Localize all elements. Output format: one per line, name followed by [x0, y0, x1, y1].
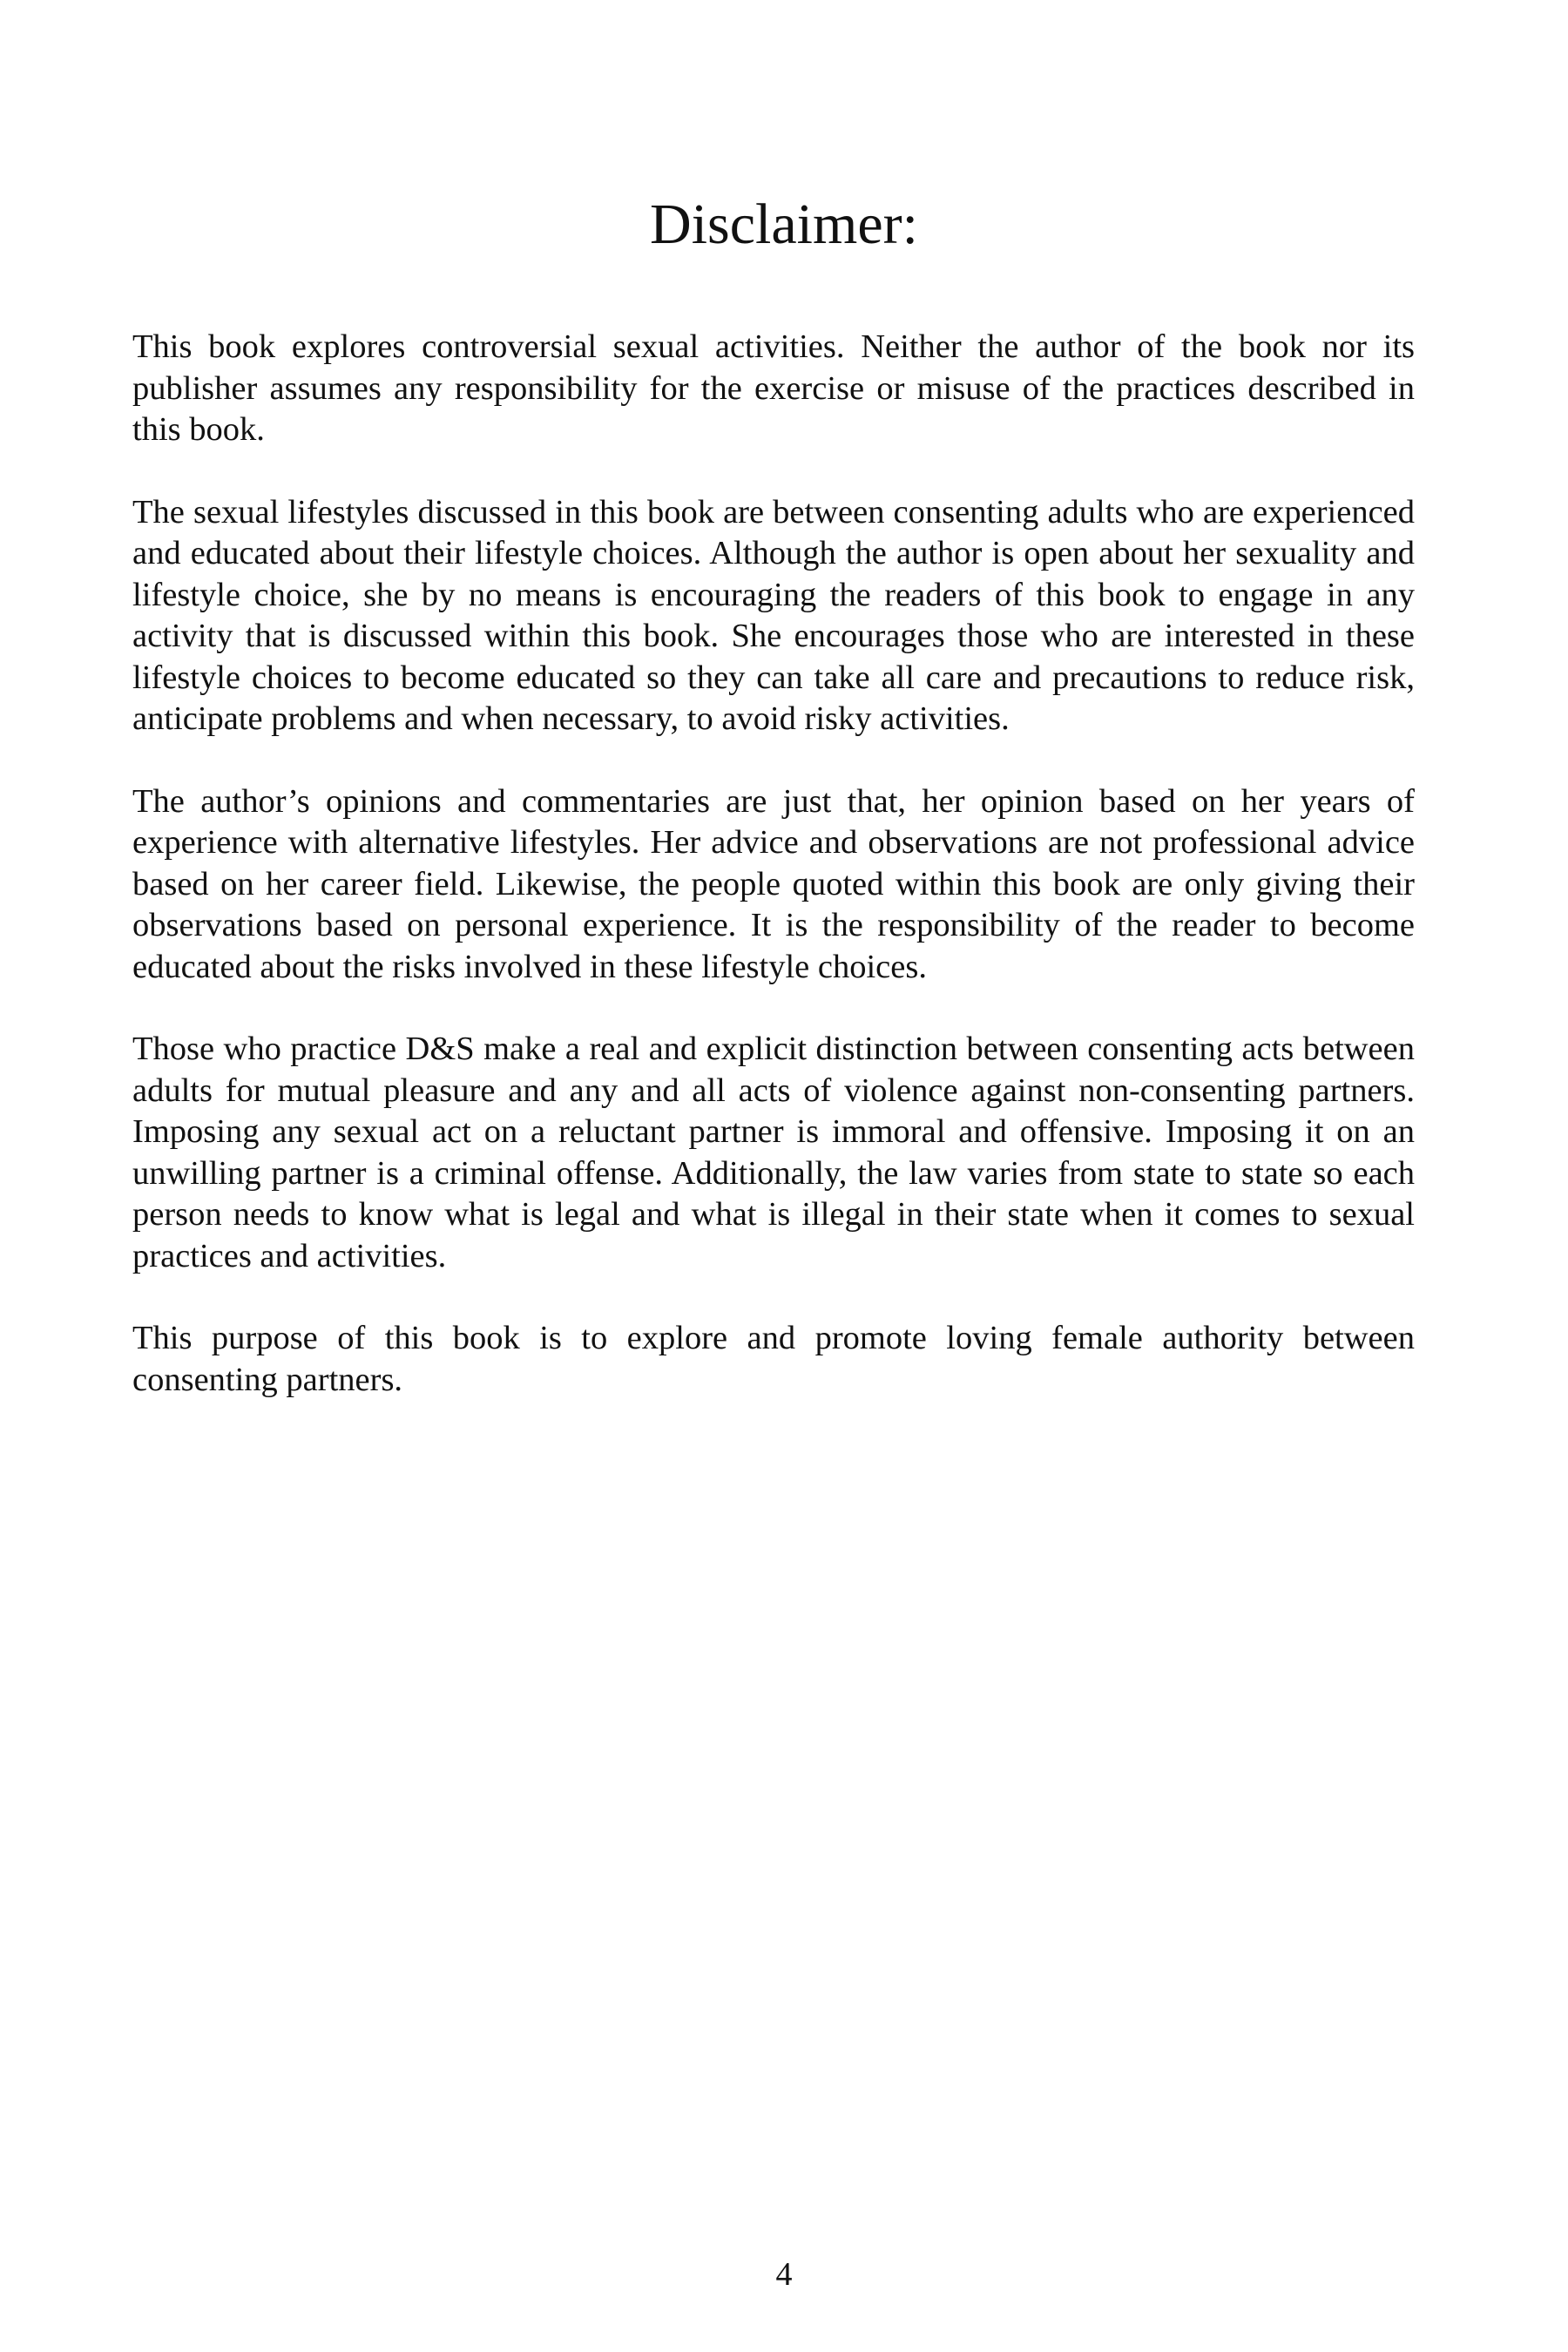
page-number: 4 [775, 2256, 793, 2293]
disclaimer-body [132, 327, 1415, 1442]
paragraph-2: The sexual lifestyles discussed in this book are between consenting adults who are experienced and educated about their lifestyle choices. Although the author is open about her sexuality and lifestyle choice, she by no means is encouraging the readers of this book to engage in any activity that is discussed within this book. She encourages those who are interested in these lifestyle choices to become educated so they can take all care and precautions to reduce risk, anticipate problems and when necessary, to avoid risky activities. [132, 493, 1415, 737]
paragraph-4: Those who practice D&S make a real and explicit distinction between consenting acts between adults for mutual pleasure and any and all acts of violence against non-consenting partners. Imposing any sexual act on a reluctant partner is immoral and offensive. Imposing it on an unwilling partner is a criminal offense. Additionally, the law varies from state to state so each person needs to know what is legal and what is illegal in their state when it comes to sexual practices and activities. [132, 1031, 1415, 1274]
page-title: Disclaimer: [650, 193, 918, 256]
paragraph-3: The author’s opinions and commentaries are just that, her opinion based on her years of experience with alternative lifestyles. Her advice and observations are not professional advice based on her career field. Likewise, the people quoted within this book are only giving their observations based on personal experience. It is the responsibility of the reader to become educated about the risks involved in these lifestyle choices. [132, 782, 1415, 985]
paragraph-5: This purpose of this book is to explore and promote loving female authority between consenting partners. [132, 1320, 1415, 1398]
paragraph-1: This book explores controversial sexual activities. Neither the author of the book nor its publisher assumes any responsibility for the exercise or misuse of the practices described in this book. [132, 328, 1415, 448]
